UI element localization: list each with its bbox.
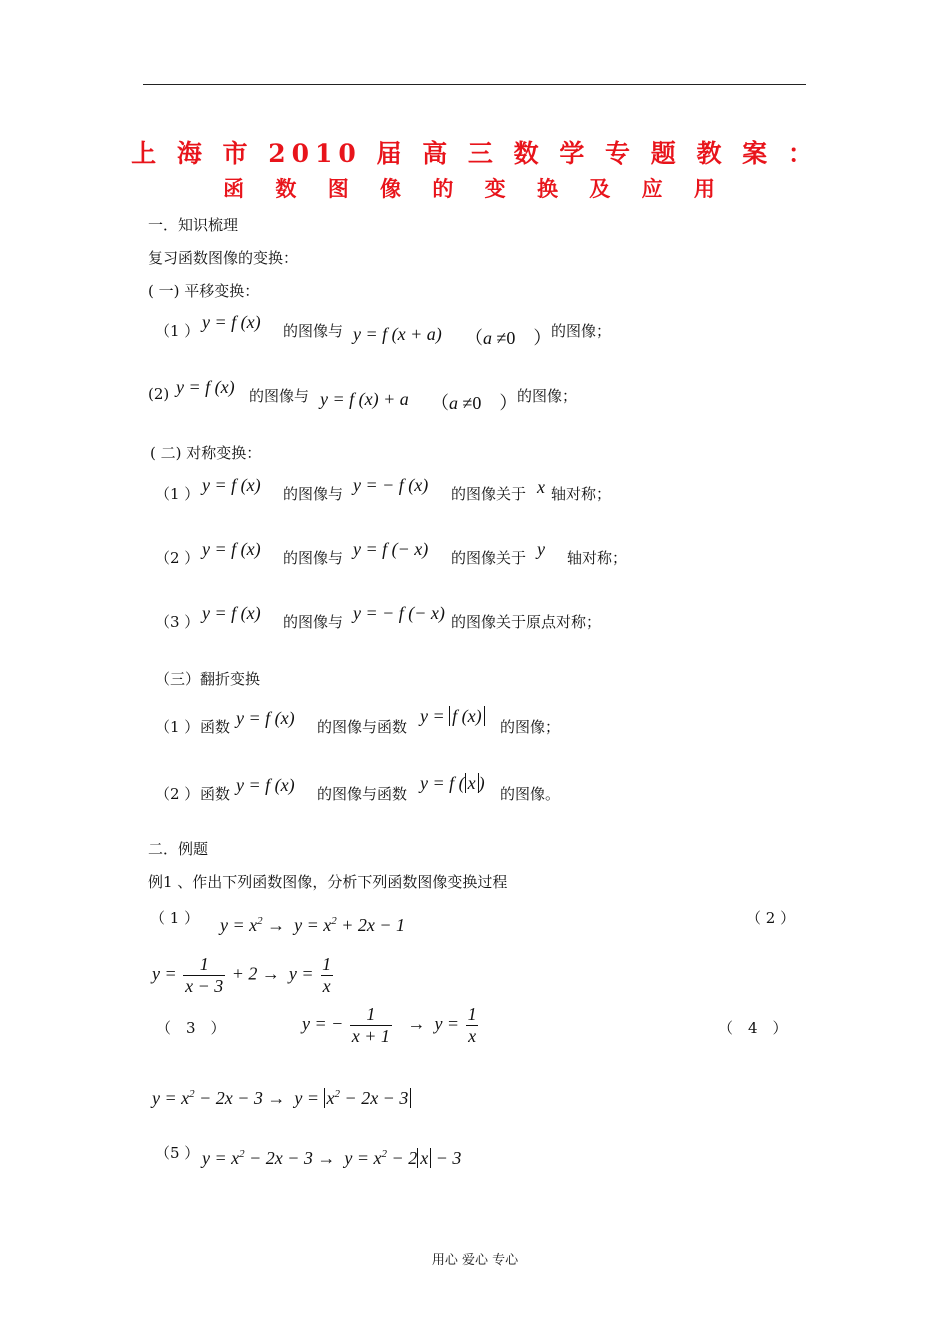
symmetry-heading: ( 二) 对称变换： [150, 444, 262, 462]
section1-heading: 一．知识梳理 [148, 216, 239, 234]
example-label-1: （ 1 ） [150, 909, 200, 927]
example-label-2: （ 2 ） [746, 909, 796, 927]
example1-title: 例1 、作出下列函数图像，分析下列函数图像变换过程 [148, 873, 508, 891]
fold-item-1: （1 ） 函数 y = f (x) 的图像与函数 y = f (x) 的图像； [155, 706, 561, 736]
translation-heading: ( 一) 平移变换： [148, 282, 260, 300]
example-label-5: （5 ） [155, 1144, 200, 1162]
section2-heading: 二．例题 [148, 840, 209, 858]
symmetry-item-1: （1 ） y = f (x) 的图像与 y = − f (x) 的图像关于 x 轴对称； [155, 475, 612, 503]
page-footer: 用心 爱心 专心 [431, 1253, 519, 1268]
fold-heading: （三）翻折变换 [155, 670, 261, 688]
fold-item-2: （2 ） 函数 y = f (x) 的图像与函数 y = f ( x ) 的图像。 [155, 773, 561, 803]
translation-item-1: （1 ） y = f (x) 的图像与 y = f (x + a) （a ≠0 ） 的图像； [155, 312, 612, 348]
example-label-4: （ 4 ） [718, 1019, 788, 1037]
translation-item-2: (2) y = f (x) 的图像与 y = f (x) + a （a ≠0 ） 的图像； [148, 377, 578, 413]
example-formula-3: y = − $\frac{1}{x + 1}$ → y = $\frac{1}{x}$ [302, 1004, 477, 1046]
example-formula-4: $y = x^2 - 2x - 3 \to y = x^2 - 2x - 3$ [152, 1088, 411, 1109]
header-rule [143, 84, 806, 85]
example-label-3: （ 3 ） [156, 1019, 226, 1037]
doc-title: 上 海 市 2010 届 高 三 数 学 专 题 教 案 ： [131, 139, 819, 168]
example-formula-2: y = $\frac{1}{x - 3}$ + 2 → y = $\frac{1}{x}$ [152, 954, 332, 996]
symmetry-item-3: （3 ） y = f (x) 的图像与 y = − f (− x) 的图像关于原点对称； [155, 603, 602, 631]
symmetry-item-2: （2 ） y = f (x) 的图像与 y = f (− x) 的图像关于 y 轴对称； [155, 539, 628, 567]
section1-intro: 复习函数图像的变换： [148, 249, 299, 267]
example-formula-1: $y = x^2 \to y = x^2 + 2x - 1$ [220, 915, 406, 935]
doc-subtitle: 函 数 图 像 的 变 换 及 应 用 [223, 176, 727, 201]
example-formula-5: $y = x^2 - 2x - 3 \to y = x^2 - 2$ x − 3 [202, 1148, 462, 1168]
